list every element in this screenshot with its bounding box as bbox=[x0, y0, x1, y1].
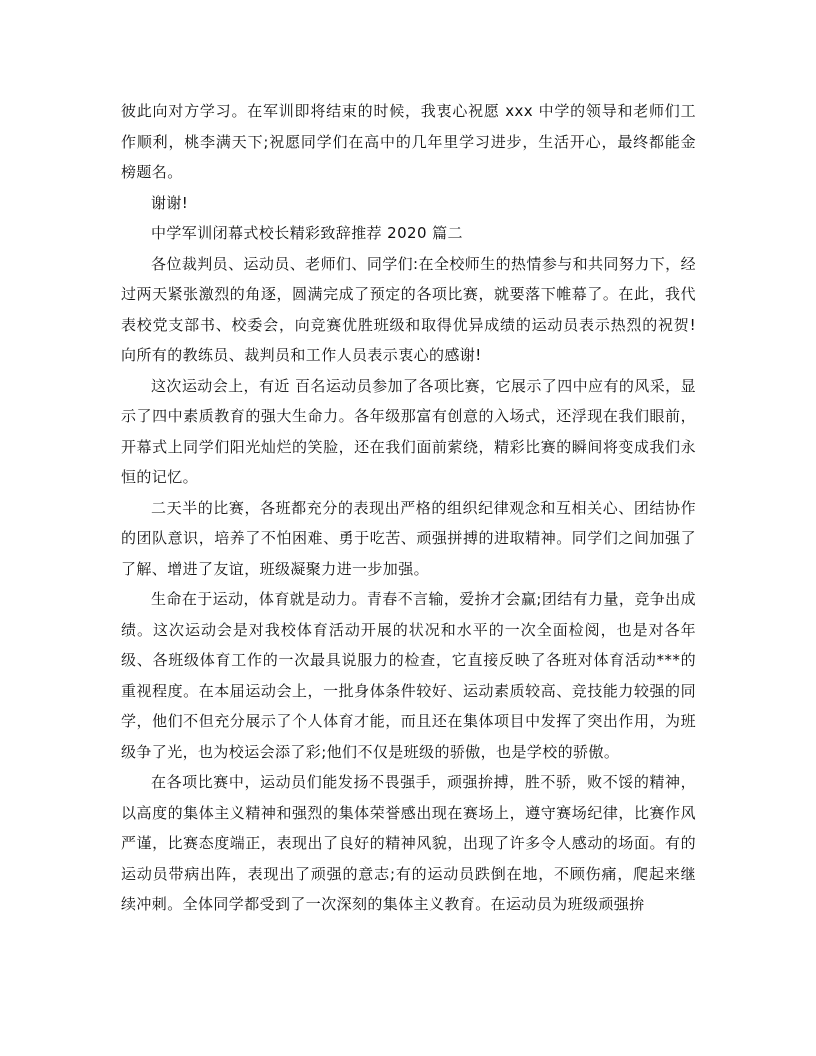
paragraph-competition: 二天半的比赛，各班都充分的表现出严格的组织纪律观念和互相关心、团结协作的团队意识，培养了不怕困难、勇于吃苦、顽强拼搏的进取精神。同学们之间加强了了解、增进了友谊，班级凝聚力进一步加强。 bbox=[121, 498, 696, 578]
paragraph-sports-meet: 这次运动会上，有近 百名运动员参加了各项比赛，它展示了四中应有的风采，显示了四中素质教育的强大生命力。各年级那富有创意的入场式，还浮现在我们眼前，开幕式上同学们阳光灿烂的笑脸，还在我们面前萦绕，精彩比赛的瞬间将变成我们永恒的记忆。 bbox=[121, 376, 696, 486]
paragraph-athletes-spirit: 在各项比赛中，运动员们能发扬不畏强手，顽强拚搏，胜不骄，败不馁的精神，以高度的集体主义精神和强烈的集体荣誉感出现在赛场上，遵守赛场纪律，比赛作风严谨，比赛态度端正，表现出了良好的精神风貌，出现了许多令人感动的场面。有的运动员带病出阵，表现出了顽强的意志;有的运动员跌倒在地，不顾伤痛，爬起来继续冲刺。全体同学都受到了一次深刻的集体主义教育。在运动员为班级顽强拚 bbox=[121, 773, 696, 913]
paragraph-1: 彼此向对方学习。在军训即将结束的时候，我衷心祝愿 xxx 中学的领导和老师们工作顺利，桃李满天下;祝愿同学们在高中的几年里学习进步，生活开心，最终都能金榜题名。 bbox=[121, 102, 696, 181]
paragraph-thanks: 谢谢! bbox=[151, 193, 189, 212]
section-heading: 中学军训闭幕式校长精彩致辞推荐 2020 篇二 bbox=[151, 224, 463, 242]
paragraph-greeting: 各位裁判员、运动员、老师们、同学们:在全校师生的热情参与和共同努力下，经过两天紧张激烈的角逐，圆满完成了预定的各项比赛，就要落下帷幕了。在此，我代表校党支部书、校委会，向竞赛优胜班级和取得优异成绩的运动员表示热烈的祝贺!向所有的教练员、裁判员和工作人员表示衷心的感谢! bbox=[121, 254, 696, 364]
document-body bbox=[121, 96, 696, 920]
paragraph-life-in-motion: 生命在于运动，体育就是动力。青春不言输，爱拚才会赢;团结有力量，竞争出成绩。这次运动会是对我校体育活动开展的状况和水平的一次全面检阅，也是对各年级、各班级体育工作的一次最具说服力的检查，它直接反映了各班对体育活动***的重视程度。在本届运动会上，一批身体条件较好、运动素质较高、竞技能力较强的同学，他们不但充分展示了个人体育才能，而且还在集体项目中发挥了突出作用，为班级争了光，也为校运会添了彩;他们不仅是班级的骄傲，也是学校的骄傲。 bbox=[121, 590, 696, 761]
